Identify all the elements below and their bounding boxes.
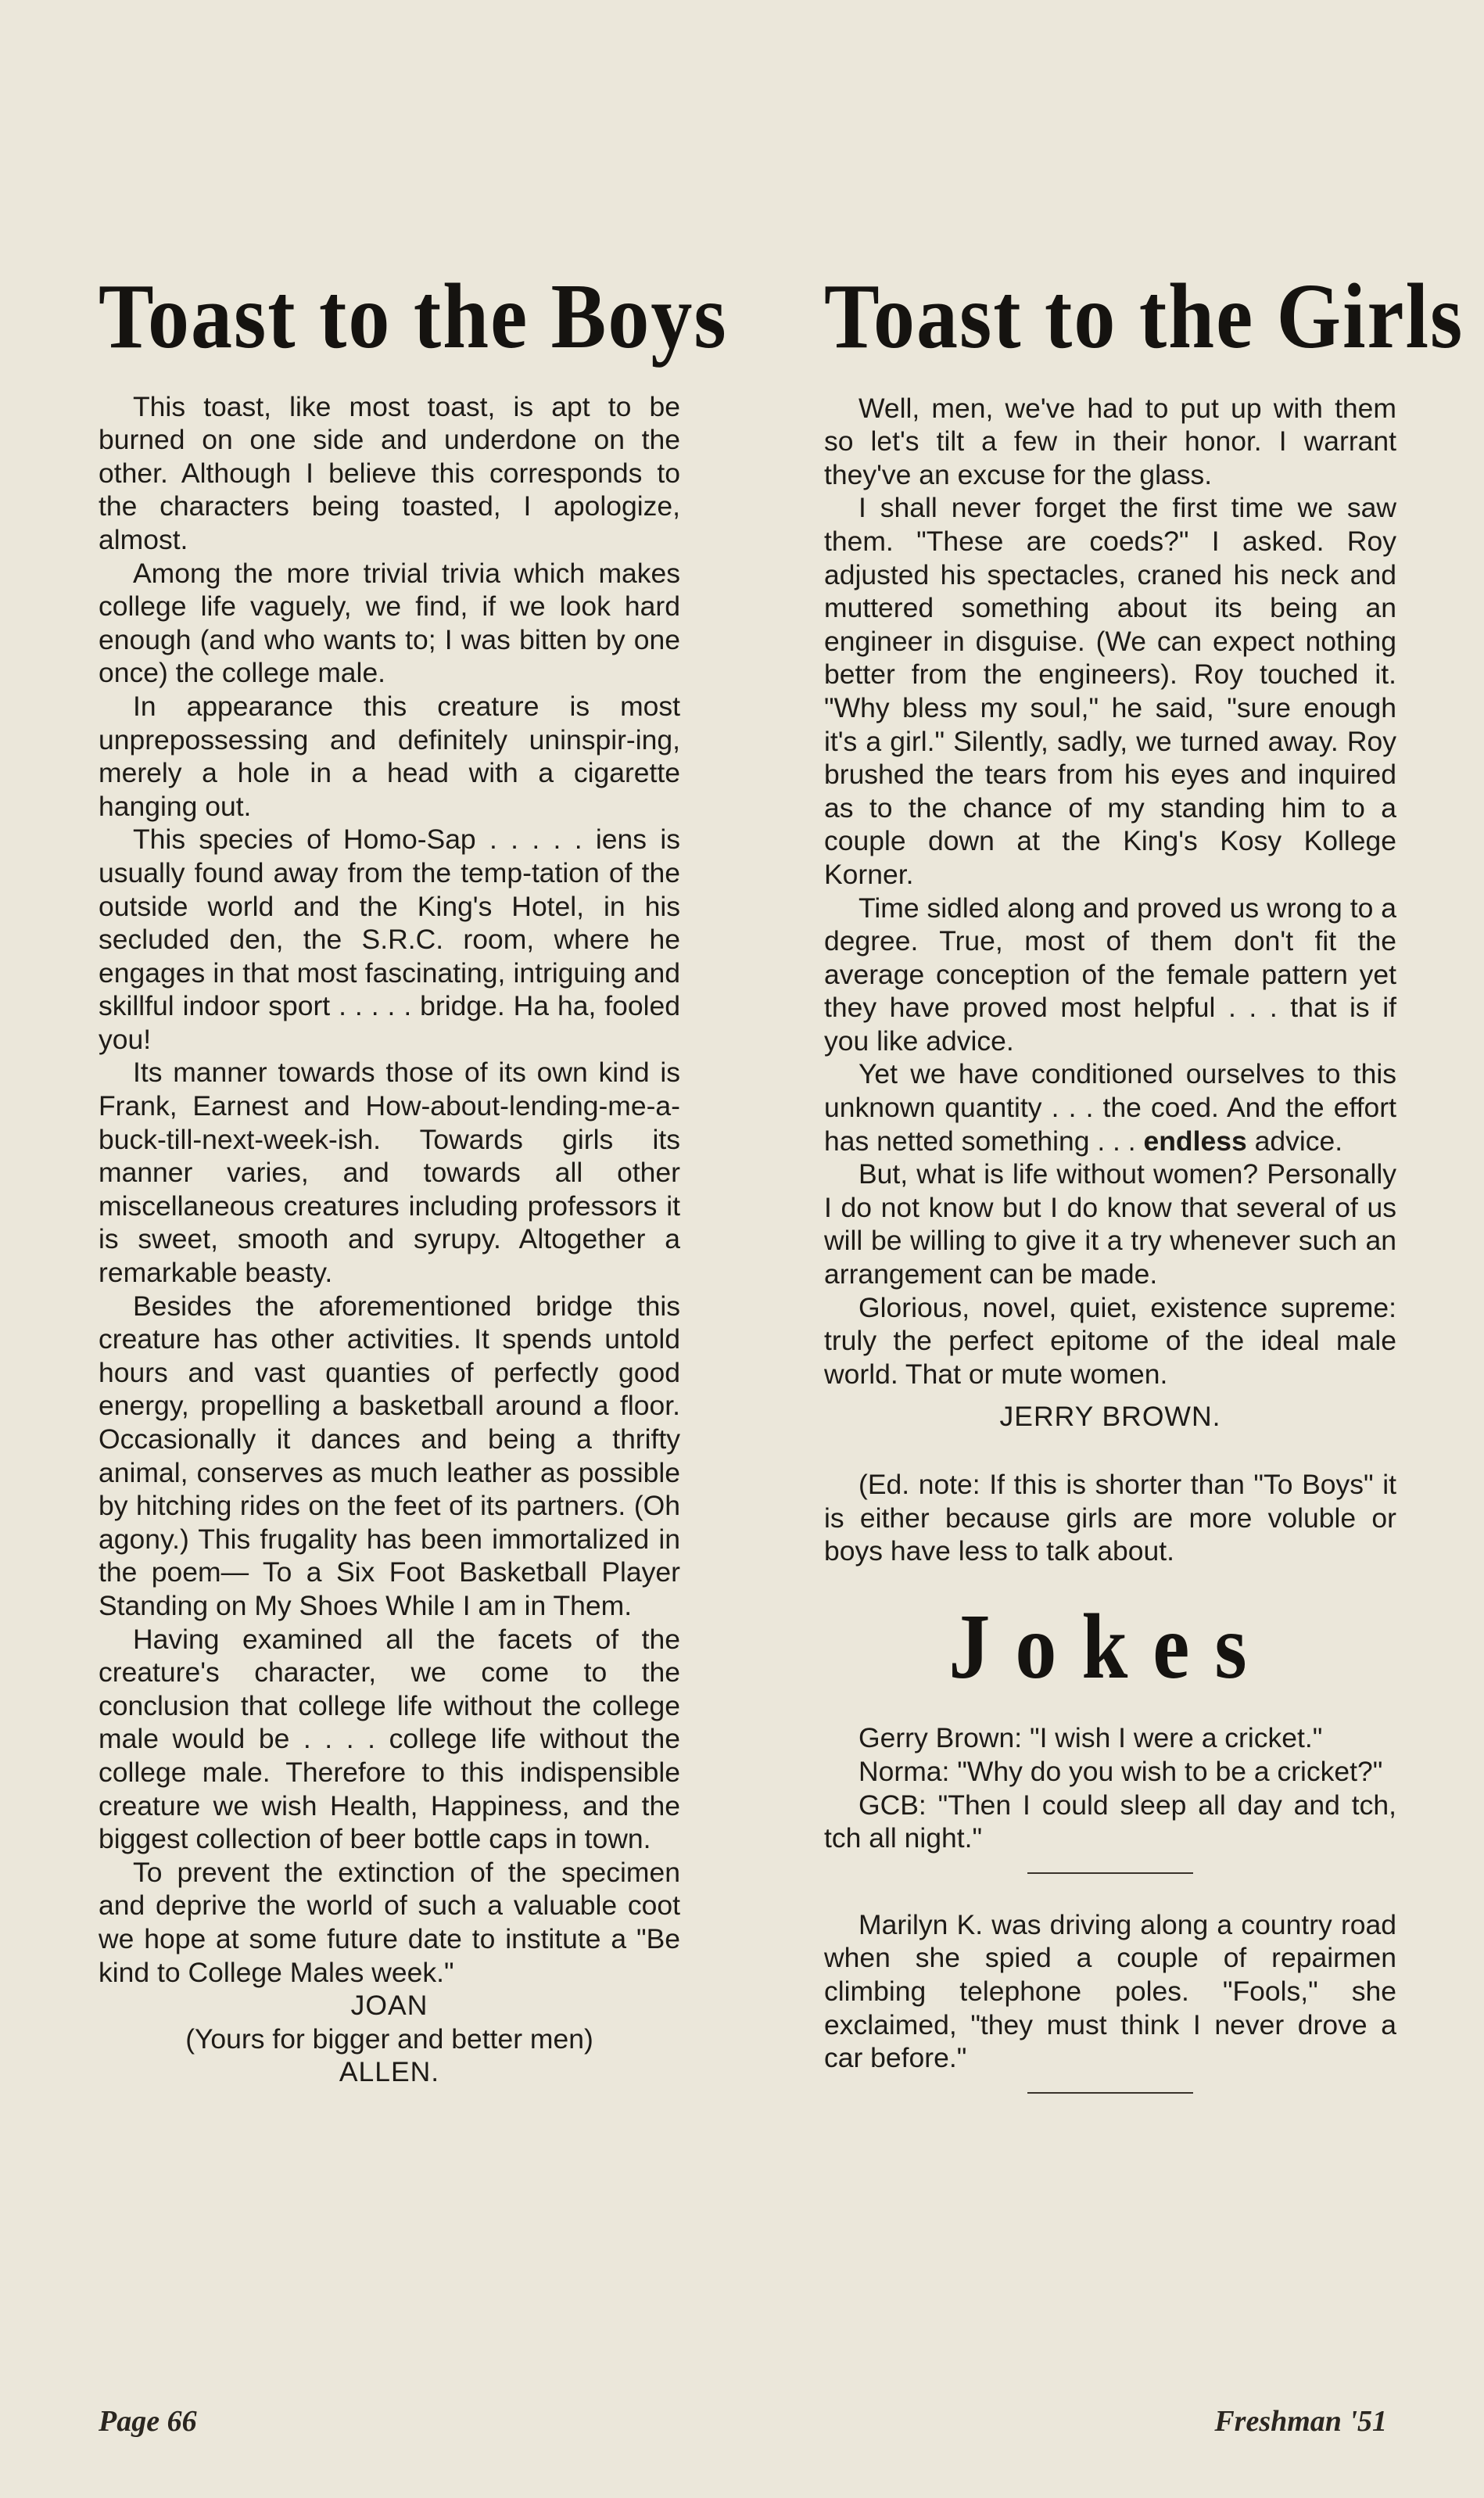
paragraph: Well, men, we've had to put up with them so let's tilt a few in their honor. I warrant they've an excuse for the glass. [824, 392, 1396, 490]
paragraph: Among the more trivial trivia which makes college life vaguely, we find, if we look hard enough (and who wants to; I was bitten by one once) the college male. [99, 557, 680, 689]
author-note: (Yours for bigger and better men) [185, 2022, 593, 2055]
jokes-title: Jokes [948, 1595, 1272, 1698]
toast-to-girls-body [824, 392, 1396, 1391]
paragraph: To prevent the extinction of the specimen and deprive the world of such a valuable coot we hope at some future date to institute a "Be kind to College Males week." [99, 1856, 680, 1988]
paragraph-text: Yet we have conditioned ourselves to this unknown quantity . . . the coed. And the effort has netted something . . . [824, 1058, 1396, 1157]
paragraph: Besides the aforementioned bridge this creature has other activities. It spends untold hours and vast quanties of perfectly good energy, propelling a basketball around a floor. Occasionally it dances and being a thrifty animal, conserves as much leather as possible by hitching rides on the feet of its partners. (Oh agony.) This frugality has been immortalized in the poem— To a Six Foot Basketball Player Standing on My Shoes While I am in Them. [99, 1290, 680, 1621]
publication-name: Freshman '51 [1214, 2405, 1387, 2438]
paragraph: I shall never forget the first time we saw them. "These are coeds?" I asked. Roy adjusted his spectacles, craned his neck and muttered something about its being an engineer in disguise. (We can expect nothing better from the engineers). Roy touched it. "Why bless my soul," he said, "sure enough it's a girl." Silently, sadly, we turned away. Roy brushed the tears from his eyes and inquired as to the chance of my standing him to a couple down at the King's Kosy Kollege Korner. [824, 492, 1396, 890]
author-first-name: JOAN [350, 1990, 428, 2022]
joke-line: Gerry Brown: "I wish I were a cricket." [858, 1722, 1323, 1754]
joke-line: Marilyn K. was driving along a country road when she spied a couple of repairmen climbing telephone poles. "Fools," she exclaimed, "they must think I never drove a car before." [824, 1908, 1396, 2074]
paragraph: In appearance this creature is most unprepossessing and definitely uninspir-ing, merely a hole in a head with a cigarette hanging out. [99, 690, 680, 822]
author-last-name: ALLEN. [339, 2056, 440, 2088]
paragraph: This species of Homo-Sap . . . . . iens is usually found away from the temp-tation of the outside world and the King's Hotel, in his secluded den, the S.R.C. room, where he engages in that most fascinating, intriguing and skillful indoor sport . . . . . bridge. Ha ha, fooled you! [99, 824, 680, 1055]
paragraph: Having examined all the facets of the creature's character, we come to the conclusion that college life without the college male would be . . . . college life without the college male. Therefore to this indispensible creature we wish Health, Happiness, and the biggest collection of beer bottle caps in town. [99, 1623, 680, 1855]
joke-line: Norma: "Why do you wish to be a cricket?" [858, 1755, 1383, 1787]
paragraph: This toast, like most toast, is apt to be burned on one side and underdone on the other. Although I believe this corresponds to the characters being toasted, I apologize, almost. [99, 390, 680, 555]
paragraph: But, what is life without women? Personally I do not know but I do know that several of us will be willing to give it a try whenever such an arrangement can be made. [824, 1158, 1396, 1290]
paragraph: Time sidled along and proved us wrong to a degree. True, most of them don't fit the average conception of the female pattern yet they have proved most helpful . . . that is if you like advice. [824, 892, 1396, 1057]
joke-2 [824, 1908, 1396, 2075]
joke-1 [824, 1721, 1396, 1854]
paragraph: (Ed. note: If this is shorter than "To Boys" it is either because girls are more voluble or boys have less to talk about. [824, 1469, 1396, 1567]
paragraph: Glorious, novel, quiet, existence supreme: truly the perfect epitome of the ideal male world. That or mute women. [824, 1291, 1396, 1390]
toast-to-boys-column [99, 264, 728, 2089]
emphasis-endless: endless [1143, 1125, 1247, 1157]
paragraph: Its manner towards those of its own kind is Frank, Earnest and How-about-lending-me-a-buck-till-next-week-ish. Towards girls its manner varies, and towards all other miscellaneous creatures including professors it is sweet, smooth and syrupy. Altogether a remarkable beasty. [99, 1057, 680, 1289]
divider-rule [1027, 1872, 1193, 1874]
author-signature: JERRY BROWN. [999, 1401, 1221, 1433]
toast-to-boys-title: Toast to the Boys [99, 264, 728, 368]
toast-to-girls-title: Toast to the Girls [824, 264, 1464, 368]
page-number: Page 66 [99, 2405, 197, 2438]
paragraph [824, 1057, 1396, 1157]
editor-note [824, 1468, 1396, 1568]
toast-to-boys-body [99, 390, 680, 1990]
toast-to-girls-column [824, 264, 1464, 2114]
joke-line: GCB: "Then I could sleep all day and tch, tch all night." [824, 1789, 1396, 1854]
paragraph-text: advice. [1246, 1125, 1343, 1157]
divider-rule [1027, 2092, 1193, 2094]
